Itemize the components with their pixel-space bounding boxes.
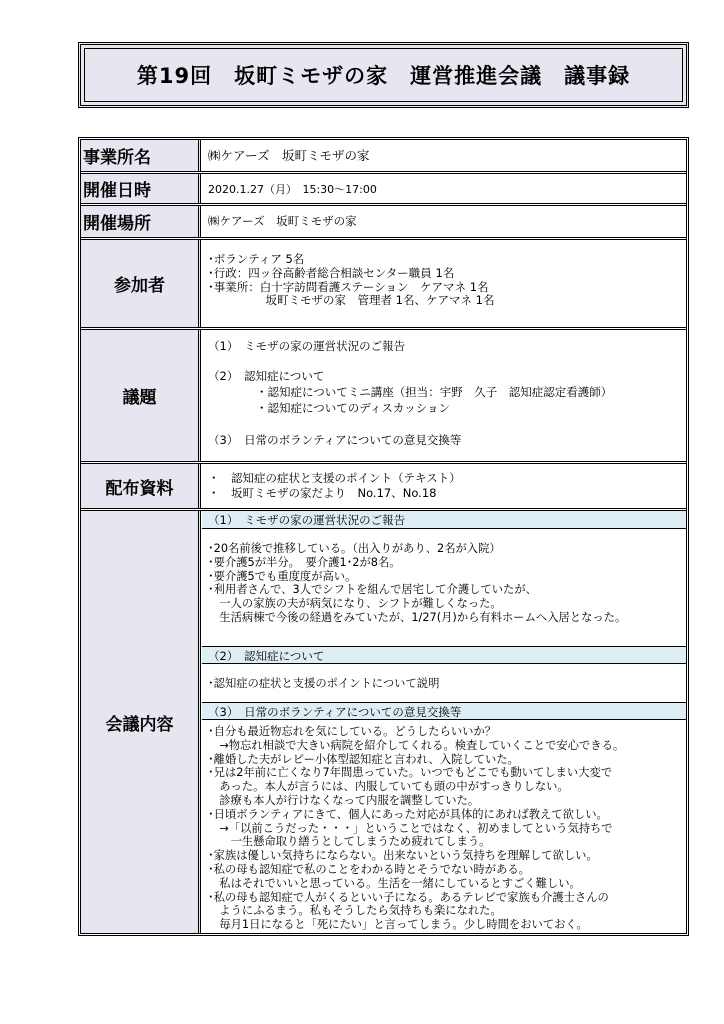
minutes-label: 会議内容 [81, 511, 201, 933]
materials-row [81, 464, 686, 508]
section-3-line: ･自分も最近物忘れを気にしている。どうしたらいいか？ [208, 725, 497, 738]
datetime-row [81, 174, 686, 203]
section-3-line: →「以前こうだった・・・」ということではなく、初めましてという気持ちで [208, 821, 613, 835]
office-row [81, 140, 686, 171]
participants-row [81, 240, 686, 327]
datetime-cell [202, 174, 686, 203]
materials-label: 配布資料 [81, 464, 201, 508]
minutes-row [81, 511, 686, 933]
participants-list [208, 253, 494, 308]
section-2-line: ･認知症の症状と支援のポイントについて説明 [208, 677, 440, 690]
section-3-line: ようにふるまう。私もそうしたら気持ちも楽になれた。 [208, 904, 502, 918]
section-3-line: 毎月1日になると「死にたい」と言ってしまう。少し時間をおいておく。 [208, 918, 588, 932]
section-3-header: （3） 日常のボランティアについての意見交換等 [202, 702, 686, 720]
agenda-item-1: （1） ミモザの家の運営状況のご報告 [208, 339, 406, 353]
minutes-cell [202, 511, 686, 933]
section-3-line: 診療も本人が行けなくなって内服を調整していた。 [208, 793, 480, 807]
section-3-line: 一生懸命取り繕うとしてしまうため疲れてしまう。 [208, 835, 491, 849]
section-2-header: （2） 認知症について [202, 646, 686, 664]
office-label: 事業所名 [81, 140, 201, 171]
section-3-line: →物忘れ相談で大きい病院を紹介してくれる。検査していくことで安心できる。 [208, 738, 625, 752]
agenda-label: 議題 [81, 330, 201, 461]
office-cell [202, 140, 686, 171]
venue-label: 開催場所 [81, 206, 201, 237]
participant-line: ･行政：四ッ谷高齢者総合相談センター職員 1名 [208, 265, 455, 280]
section-1-body [208, 542, 626, 625]
agenda-item-2-sub-2: ・認知症についてのディスカッション [256, 401, 451, 415]
section-1-line: ･要介護5が半分。 要介護1･2が8名。 [208, 555, 401, 569]
section-3-line: あった。本人が言うには、内服していても頭の中がすっきりしない。 [208, 780, 569, 794]
section-3-line: ･家族は優しい気持ちにならない。出来ないという気持ちを理解して欲しい。 [208, 849, 598, 863]
material-line: ・ 認知症の症状と支援のポイント（テキスト） [208, 471, 461, 485]
section-3-line: ･私の母も認知症で私のことをわかる時とそうでない時がある。 [208, 862, 530, 876]
section-1-line: ･要介護5でも重度度が高い。 [208, 569, 357, 583]
section-1-line: ･利用者さんで、3人でシフトを組んで居宅して介護していたが、 [208, 583, 537, 597]
section-3-line: ･兄は2年前に亡くなり7年間患っていた。いつでもどこでも動いてしまい大変で [208, 766, 613, 780]
material-line: ・ 坂町ミモザの家だより No.17、No.18 [208, 486, 437, 500]
title-box [78, 42, 689, 108]
section-3-line: ･日頃ボランティアにきて、個人にあった対応が具体的にあれば教えて欲しい。 [208, 807, 608, 821]
office-value: ㈱ケアーズ 坂町ミモザの家 [208, 148, 370, 163]
agenda-item-2: （2） 認知症について [208, 369, 325, 383]
participants-label: 参加者 [81, 240, 201, 327]
participant-line: ･ボランティア 5名 [208, 252, 305, 266]
page-title: 第19回 坂町ミモザの家 運営推進会議 議事録 [136, 64, 631, 88]
section-3-line: ･離婚した夫がレビー小体型認知症と言われ、入院していた。 [208, 752, 519, 766]
section-1-line: ･20名前後で推移している。（出入りがあり、2名が入院） [208, 542, 501, 555]
datetime-label: 開催日時 [81, 174, 201, 203]
materials-cell [202, 464, 686, 508]
agenda-item-2-sub-1: ・認知症についてミニ講座（担当：宇野 久子 認知症認定看護師） [256, 385, 613, 399]
venue-row [81, 206, 686, 237]
datetime-value: 2020.1.27（月） 15:30～17:00 [208, 183, 377, 196]
section-1-line: 生活病棟で今後の経過をみていたが、1/27(月)から有料ホームへ入居となった。 [208, 610, 627, 624]
participants-cell [202, 240, 686, 327]
minutes-table [78, 137, 689, 936]
section-3-line: ･私の母も認知症で人がくるといい子になる。あるテレビで家族も介護士さんの [208, 890, 609, 904]
participant-line: ･事業所：白十字訪問看護ステーション ケアマネ 1名 [208, 279, 489, 294]
agenda-row [81, 330, 686, 461]
section-3-body [208, 725, 624, 932]
agenda-item-3: （3） 日常のボランティアについての意見交換等 [208, 433, 462, 447]
venue-cell [202, 206, 686, 237]
venue-value: ㈱ケアーズ 坂町ミモザの家 [208, 214, 357, 228]
participant-line: 坂町ミモザの家 管理者 1名、ケアマネ 1名 [208, 293, 495, 308]
materials-list [208, 471, 461, 501]
section-1-line: 一人の家族の夫が病気になり、シフトが難しくなった。 [208, 597, 502, 611]
section-1-header: （1） ミモザの家の運営状況のご報告 [202, 511, 686, 529]
agenda-cell [202, 330, 686, 461]
section-3-line: 私はそれでいいと思っている。生活を一緒にしているとすごく難しい。 [208, 876, 581, 890]
